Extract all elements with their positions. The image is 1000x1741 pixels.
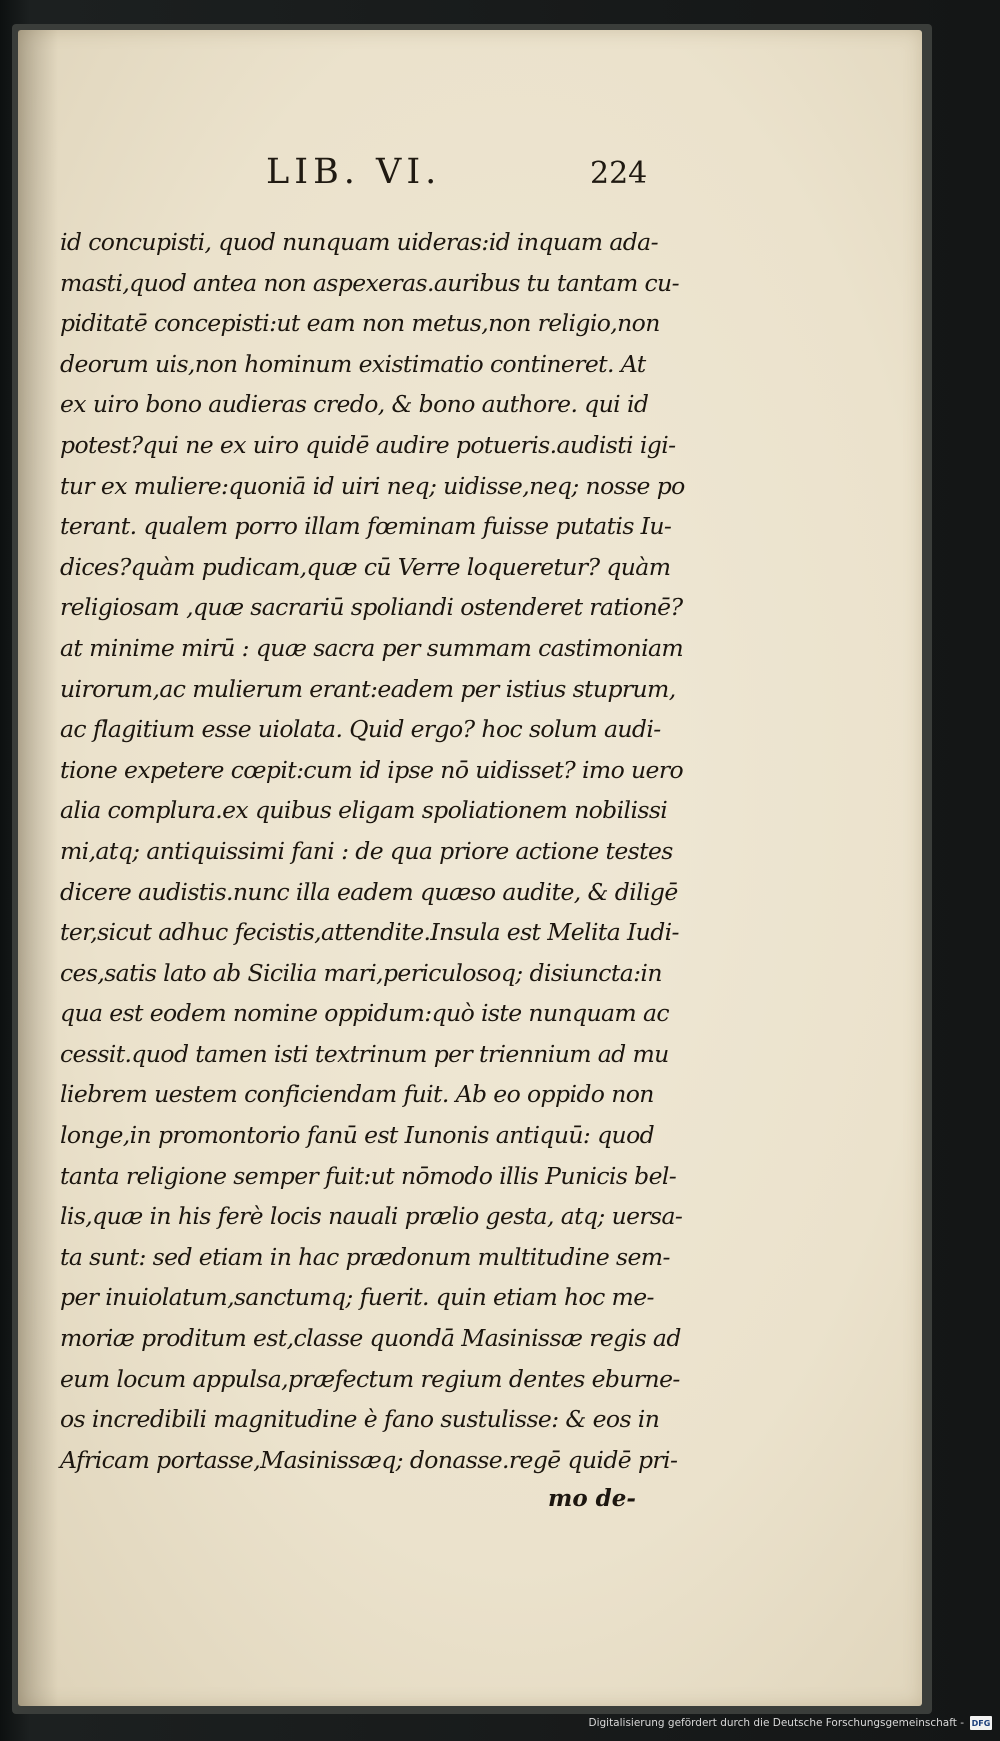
text-line: ces,satis lato ab Sicilia mari,periculosoq; disiuncta:in [60, 958, 662, 987]
text-line: ac flagitium esse uiolata. Quid ergo? hoc solum audi- [60, 715, 661, 744]
text-line: id concupisti, quod nunquam uideras:id inquam ada- [60, 228, 658, 256]
text-line: cessit.quod tamen isti textrinum per triennium ad mu [60, 1039, 669, 1068]
text-line: piditatē concepisti:ut eam non metus,non religio,non [60, 309, 660, 338]
credit-text: Digitalisierung gefördert durch die Deutsche Forschungsgemeinschaft - [588, 1717, 964, 1729]
catchword: mo de- [548, 1485, 636, 1512]
dfg-logo [970, 1716, 992, 1730]
text-block [60, 222, 710, 1480]
text-line: mi,atq; antiquissimi fani : de qua priore actione testes [60, 836, 673, 865]
text-line: eum locum appulsa,præfectum regium dentes eburne- [60, 1364, 680, 1393]
text-line: ex uiro bono audieras credo, & bono authore. qui id [60, 390, 649, 419]
text-line: lis,quæ in his ferè locis nauali prælio gesta, atq; uersa- [60, 1202, 683, 1231]
text-line: masti,quod antea non aspexeras.auribus tu tantam cu- [60, 268, 679, 297]
text-line: tione expetere cœpit:cum id ipse nō uidisset? imo uero [60, 755, 684, 784]
page-number: 224 [590, 156, 648, 191]
text-line: potest?qui ne ex uiro quidē audire potueris.audisti igi- [60, 430, 676, 459]
book-page [18, 30, 922, 1706]
text-line: at minime mirū : quæ sacra per summam castimoniam [60, 633, 684, 662]
text-line: terant. qualem porro illam fœminam fuisse putatis Iu- [60, 512, 672, 541]
text-line: liebrem uestem conficiendam fuit. Ab eo oppido non [60, 1080, 654, 1109]
text-line: deorum uis,non hominum existimatio contineret. At [60, 349, 646, 378]
text-line: alia complura.ex quibus eligam spoliationem nobilissi [60, 796, 668, 825]
text-line: tanta religione semper fuit:ut nōmodo illis Punicis bel- [60, 1161, 677, 1190]
dfg-logo-text: DFG [971, 1718, 991, 1728]
text-line: dicere audistis.nunc illa eadem quæso audite, & diligē [60, 877, 678, 906]
text-line: longe,in promontorio fanū est Iunonis antiquū: quod [60, 1121, 655, 1150]
text-line: ta sunt: sed etiam in hac prædonum multitudine sem- [60, 1242, 670, 1271]
text-line: qua est eodem nomine oppidum:quò iste nunquam ac [60, 999, 669, 1028]
text-line: ter,sicut adhuc fecistis,attendite.Insula est Melita Iudi- [60, 918, 679, 947]
text-line: per inuiolatum,sanctumq; fuerit. quin etiam hoc me- [60, 1283, 654, 1312]
page-gutter-shadow [18, 30, 58, 1706]
text-line: moriæ proditum est,classe quondā Masinissæ regis ad [60, 1324, 681, 1353]
text-line: dices?quàm pudicam,quæ cū Verre loqueretur? quàm [60, 552, 671, 581]
text-line: uirorum,ac mulierum erant:eadem per istius stuprum, [60, 674, 676, 703]
text-line: Africam portasse,Masinissæq; donasse.regē quidē pri- [60, 1445, 678, 1474]
book-label: LIB. VI. [266, 152, 442, 192]
text-line: os incredibili magnitudine è fano sustulisse: & eos in [60, 1405, 660, 1434]
digitization-credit [588, 1713, 992, 1733]
text-line: tur ex muliere:quoniā id uiri neq; uidisse,neq; nosse po [60, 471, 685, 500]
running-head [18, 152, 922, 212]
text-line: religiosam ,quæ sacrariū spoliandi ostenderet rationē? [60, 593, 683, 622]
